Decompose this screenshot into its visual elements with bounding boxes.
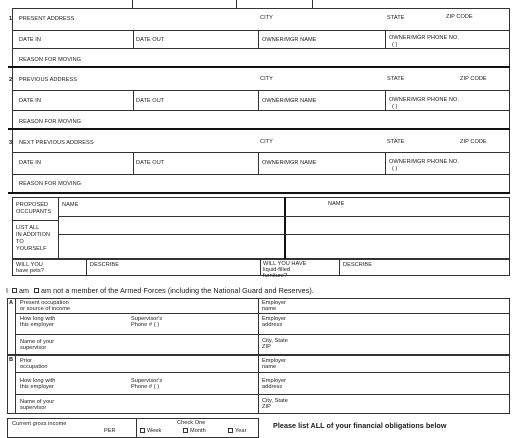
employer-address-label: Employer <box>262 316 287 322</box>
pets-divider <box>339 259 340 276</box>
liquid-filled-label: liquid-filled <box>263 267 291 273</box>
am-not-checkbox[interactable] <box>34 288 39 293</box>
date-out-label: DATE OUT <box>136 98 165 104</box>
city-label: CITY <box>260 15 273 21</box>
section-number: 3 <box>9 140 13 146</box>
occupants-label-divider <box>58 197 59 259</box>
month-checkbox[interactable] <box>183 428 188 433</box>
pets-divider <box>86 259 87 276</box>
section-right-border <box>509 8 510 66</box>
cell-divider <box>385 90 386 110</box>
phone-parentheses: ( ) <box>392 42 398 48</box>
supervisor-name-label-2: supervisor <box>20 345 47 351</box>
owner-phone-label: OWNER/MGR PHONE NO. <box>389 97 459 103</box>
address-label: NEXT PREVIOUS ADDRESS <box>19 140 94 146</box>
occupants-row-line <box>58 216 510 217</box>
year-checkbox[interactable] <box>228 428 233 433</box>
reason-label: REASON FOR MOVING <box>19 57 82 63</box>
this-employer-label: this employer <box>20 384 54 390</box>
date-in-label: DATE IN <box>19 98 42 104</box>
employment-letter-divider <box>15 298 16 355</box>
section-right-border <box>509 130 510 192</box>
gross-income-label: Current gross income <box>12 421 67 427</box>
row-line <box>12 48 510 49</box>
cell-divider <box>258 30 259 48</box>
list-all-label: LIST ALL <box>16 225 40 231</box>
this-employer-label: this employer <box>20 322 54 328</box>
supervisor-name-label: Name of your <box>20 339 55 345</box>
cell-divider <box>258 90 259 110</box>
employer-name-label: Employer <box>262 358 287 364</box>
cell-divider <box>133 152 134 174</box>
employer-name-label-2: name <box>262 306 277 312</box>
have-pets-label: have pets? <box>16 268 44 274</box>
state-label: STATE <box>387 15 405 21</box>
describe-furniture-label: DESCRIBE <box>343 262 372 268</box>
how-long-label: How long with <box>20 378 56 384</box>
income-divider <box>136 418 137 438</box>
employment-row-line <box>15 313 510 314</box>
supervisor-phone-label: Supervisor's <box>131 378 163 384</box>
state-label: STATE <box>387 139 405 145</box>
employer-address-label: Employer <box>262 378 287 384</box>
owner-name-label: OWNER/MGR NAME <box>262 98 317 104</box>
owner-phone-label: OWNER/MGR PHONE NO. <box>389 159 459 165</box>
cell-divider <box>385 30 386 48</box>
row-line <box>12 110 510 111</box>
employer-name-label-2: name <box>262 364 277 370</box>
zip-label: ZIP <box>262 404 271 410</box>
reason-label: REASON FOR MOVING <box>19 119 82 125</box>
cell-divider <box>385 152 386 174</box>
employment-middle-divider <box>258 355 259 414</box>
owner-name-label: OWNER/MGR NAME <box>262 160 317 166</box>
week-checkbox[interactable] <box>140 428 145 433</box>
owner-name-label: OWNER/MGR NAME <box>262 37 317 43</box>
employment-row-line <box>15 372 510 373</box>
address-label: PRESENT ADDRESS <box>19 16 75 22</box>
employment-middle-divider <box>258 298 259 355</box>
zip-label: ZIP <box>262 344 271 350</box>
address-label: PREVIOUS ADDRESS <box>19 77 77 83</box>
yourself-label: YOURSELF <box>16 246 47 252</box>
how-long-label: How long with <box>20 316 56 322</box>
city-label: CITY <box>260 76 273 82</box>
date-out-label: DATE OUT <box>136 160 165 166</box>
employment-letter-divider <box>15 355 16 414</box>
zip-label: ZIP CODE <box>460 76 487 82</box>
to-label: TO <box>16 239 24 245</box>
top-remnant-divider <box>312 0 313 8</box>
occupants-label: OCCUPANTS <box>16 209 52 215</box>
row-line <box>12 174 510 175</box>
furniture-label: furniture? <box>263 273 288 279</box>
section-separator <box>8 128 510 130</box>
state-label: STATE <box>387 76 405 82</box>
am-checkbox[interactable] <box>12 288 17 293</box>
employer-address-label-2: address <box>262 384 283 390</box>
armed-forces-text: am not a member of the Armed Forces (including the National Guard and Reserves). <box>41 286 314 295</box>
reason-label: REASON FOR MOVING <box>19 181 82 187</box>
employment-row-line <box>15 394 510 395</box>
employer-name-label: Employer <box>262 300 287 306</box>
week-option: Week <box>147 428 162 434</box>
check-one-label: Check One <box>177 420 206 426</box>
top-border <box>12 8 510 9</box>
in-addition-label: IN ADDITION <box>16 232 51 238</box>
supervisor-name-label: Name of your <box>20 399 55 405</box>
supervisor-phone-number: Phone # ( ) <box>131 322 160 328</box>
section-separator <box>8 192 510 194</box>
section-separator <box>8 66 510 68</box>
phone-parentheses: ( ) <box>392 104 398 110</box>
date-in-label: DATE IN <box>19 160 42 166</box>
occupants-row-line <box>12 220 58 221</box>
employment-row-line <box>15 334 510 335</box>
armed-forces-prefix: I <box>6 286 9 295</box>
describe-pets-label: DESCRIBE <box>90 262 119 268</box>
section-right-border <box>509 68 510 128</box>
year-option: Year <box>235 428 247 434</box>
section-number: 1 <box>9 16 13 22</box>
occupants-border <box>12 197 510 259</box>
employment-b-letter: B <box>9 357 14 363</box>
prior-occupation-label-2: occupation <box>20 364 48 370</box>
source-of-income-label: or source of income <box>20 306 71 312</box>
employer-address-label-2: address <box>262 322 283 328</box>
city-label: CITY <box>260 139 273 145</box>
present-occupation-label: Present occupation <box>20 300 69 306</box>
top-remnant-divider <box>132 0 133 8</box>
top-remnant-divider <box>236 0 237 8</box>
cell-divider <box>133 30 134 48</box>
financial-obligations-heading: Please list ALL of your financial obligations below <box>273 421 447 430</box>
prior-occupation-label: Prior <box>20 358 33 364</box>
zip-label: ZIP CODE <box>460 139 487 145</box>
city-state-label: City, State <box>262 338 288 344</box>
phone-parentheses: ( ) <box>392 166 398 172</box>
city-state-label: City, State <box>262 398 288 404</box>
owner-phone-label: OWNER/MGR PHONE NO. <box>389 35 459 41</box>
will-you-label: WILL YOU <box>16 262 43 268</box>
zip-label: ZIP CODE <box>446 14 473 20</box>
row-line <box>12 30 510 31</box>
month-option: Month <box>190 428 206 434</box>
date-in-label: DATE IN <box>19 37 42 43</box>
supervisor-phone-label: Supervisor's <box>131 316 163 322</box>
proposed-label: PROPOSED <box>16 202 49 208</box>
pets-divider <box>260 259 261 276</box>
employment-a-letter: A <box>9 300 14 306</box>
am-label: am <box>19 286 30 295</box>
occupants-row-line <box>58 234 510 235</box>
will-you-have-label: WILL YOU HAVE <box>263 261 307 267</box>
supervisor-phone-number: Phone # ( ) <box>131 384 160 390</box>
per-label: PER <box>104 428 116 434</box>
date-out-label: DATE OUT <box>136 37 165 43</box>
row-line <box>12 152 510 153</box>
cell-divider <box>133 90 134 110</box>
occupants-column-divider <box>284 197 286 259</box>
name-label-left: NAME <box>62 202 79 208</box>
section-number: 2 <box>9 77 13 83</box>
cell-divider <box>258 152 259 174</box>
name-label-right: NAME <box>328 201 345 207</box>
row-line <box>12 90 510 91</box>
supervisor-name-label-2: supervisor <box>20 405 47 411</box>
